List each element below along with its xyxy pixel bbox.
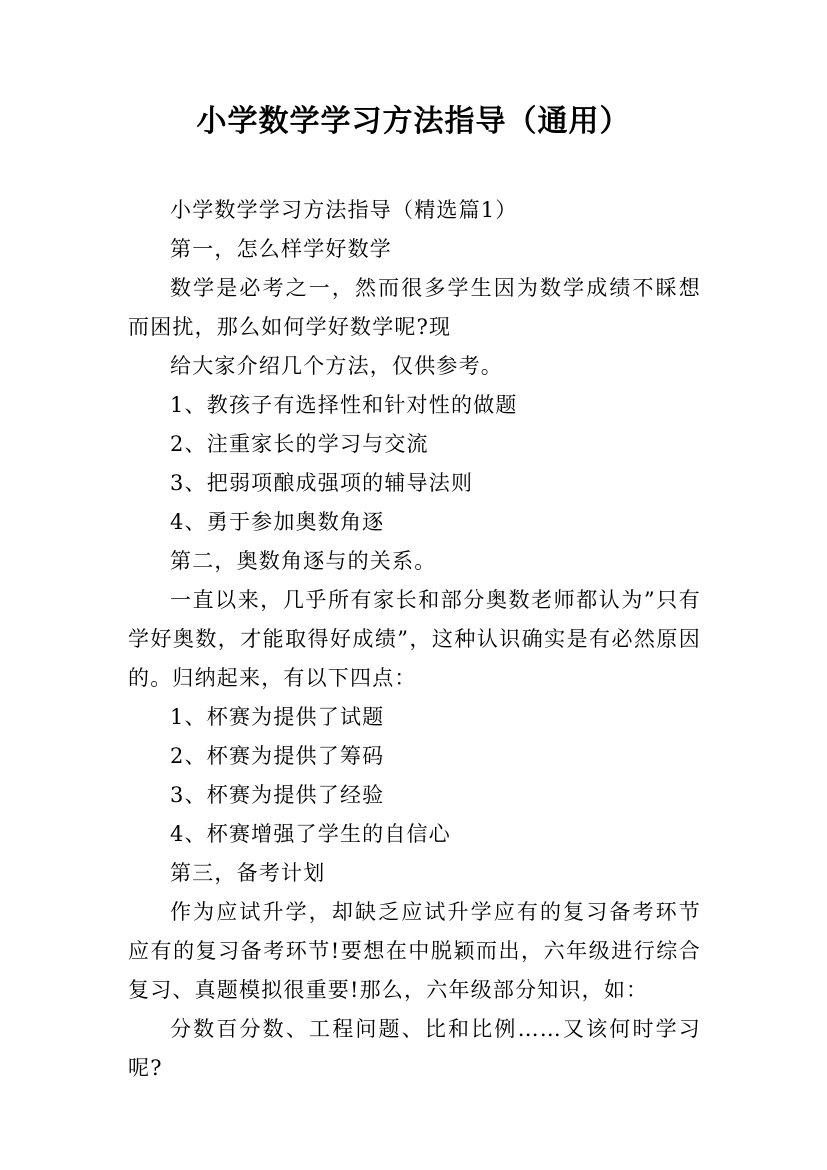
list-item: 2、注重家长的学习与交流 (170, 432, 429, 456)
document-body (128, 191, 701, 1088)
list-item: 1、杯赛为提供了试题 (170, 705, 385, 729)
paragraph: 数学是必考之一，然而很多学生因为数学成绩不睬想而困扰，那么如何学好数学呢?现 (128, 276, 701, 339)
list-item: 3、杯赛为提供了经验 (170, 783, 385, 807)
list-item: 1、教孩子有选择性和针对性的做题 (170, 393, 518, 417)
paragraph: 给大家介绍几个方法，仅供参考。 (170, 354, 503, 378)
paragraph-subtitle: 小学数学学习方法指导（精选篇1） (170, 198, 518, 222)
paragraph: 作为应试升学，却缺乏应试升学应有的复习备考环节应有的复习备考环节!要想在中脱颖而出，六年级进行综合复习、真题模拟很重要!那么，六年级部分知识，如： (128, 900, 701, 1002)
paragraph: 一直以来，几乎所有家长和部分奥数老师都认为”只有学好奥数，才能取得好成绩”，这种认识确实是有必然原因的。归纳起来，有以下四点： (128, 588, 701, 690)
paragraph-heading-2: 第二，奥数角逐与的关系。 (170, 549, 437, 573)
list-item: 2、杯赛为提供了筹码 (170, 744, 385, 768)
paragraph: 分数百分数、工程问题、比和比例……又该何时学习呢? (128, 1017, 701, 1080)
list-item: 4、勇于参加奥数角逐 (170, 510, 385, 534)
document-title: 小学数学学习方法指导（通用） (196, 104, 631, 139)
list-item: 3、把弱项酿成强项的辅导法则 (170, 471, 474, 495)
paragraph-heading-1: 第一，怎么样学好数学 (170, 237, 392, 261)
list-item: 4、杯赛增强了学生的自信心 (170, 822, 451, 846)
paragraph-heading-3: 第三，备考计划 (170, 861, 326, 885)
